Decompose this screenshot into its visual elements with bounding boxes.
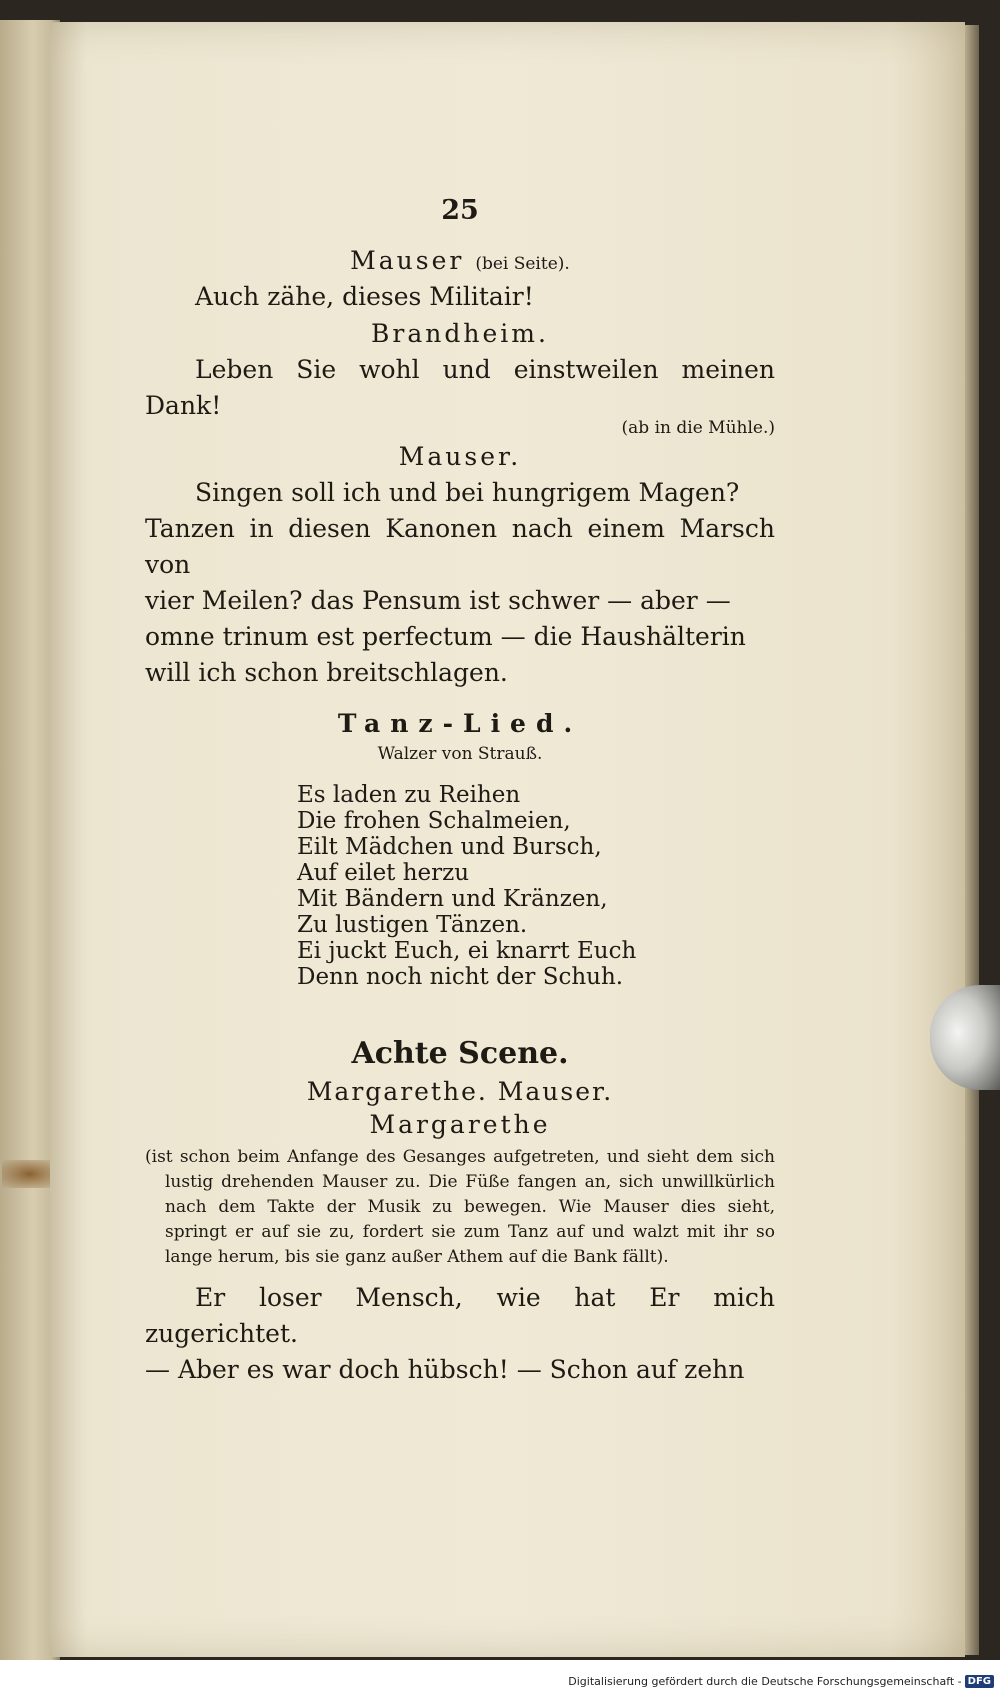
verse-line: Zu lustigen Tänzen. [297, 912, 528, 938]
page-right-edge [965, 25, 979, 1655]
speech-line: Tanzen in diesen Kanonen nach einem Marsch von [145, 514, 775, 579]
speech-line: Singen soll ich und bei hungrigem Magen? [195, 478, 740, 507]
speaker-mauser: Mauser. [398, 442, 522, 471]
song-subtitle: Walzer von Strauß. [377, 744, 543, 764]
speaker-mauser-aside [145, 246, 775, 275]
verse-line: Eilt Mädchen und Bursch, [297, 834, 602, 860]
page-text [145, 195, 775, 1388]
verse-line: Ei juckt Euch, ei knarrt Euch [297, 938, 637, 964]
song-verse [145, 782, 775, 990]
verse-line: Die frohen Schalmeien, [297, 808, 571, 834]
aside-note: (bei Seite). [475, 254, 570, 274]
song-title: Tanz-Lied. [337, 709, 583, 738]
verse-line: Mit Bändern und Kränzen, [297, 886, 608, 912]
dialogue-line: Leben Sie wohl und einstweilen meinen Dank! [145, 355, 775, 420]
closing-line: — Aber es war doch hübsch! — Schon auf zehn [145, 1355, 745, 1384]
verse-line: Auf eilet herzu [297, 860, 470, 886]
speech-line: will ich schon breitschlagen. [145, 658, 508, 687]
stage-direction-exit: (ab in die Mühle.) [621, 418, 775, 438]
dialogue-line: Auch zähe, dieses Militair! [195, 282, 534, 311]
scene-persons: Margarethe. Mauser. [306, 1077, 614, 1106]
speech-line: omne trinum est perfectum — die Haushälterin [145, 622, 746, 651]
closing-line: Er loser Mensch, wie hat Er mich zugerichtet. [145, 1283, 775, 1348]
page-number: 25 [441, 195, 479, 226]
paper-stain [2, 1160, 57, 1188]
digitization-footer [568, 1675, 994, 1688]
verse-line: Denn noch nicht der Schuh. [297, 964, 624, 990]
speaker-brandheim: Brandheim. [371, 319, 549, 348]
stage-direction: (ist schon beim Anfange des Gesanges aufgetreten, und sieht dem sich lustig drehenden Mauser zu. Die Füße fangen an, sich unwillkürlich nach dem Takte der Musik zu bewegen. Wie Mauser dies sieht, springt er auf sie zu, fordert sie zum Tanz auf und walzt mit ihr so lange herum, bis sie ganz außer Athem auf die Bank fällt). [145, 1147, 775, 1267]
speech-block [145, 475, 775, 691]
speaker-margarethe: Margarethe [369, 1110, 551, 1139]
verse-line: Es laden zu Reihen [297, 782, 521, 808]
speaker-name: Mauser [350, 246, 465, 275]
footer-credit: Digitalisierung gefördert durch die Deutsche Forschungsgemeinschaft - [568, 1675, 962, 1688]
scene-title: Achte Scene. [351, 1036, 569, 1071]
dfg-logo: DFG [965, 1675, 994, 1688]
speech-line: vier Meilen? das Pensum ist schwer — aber — [145, 586, 731, 615]
